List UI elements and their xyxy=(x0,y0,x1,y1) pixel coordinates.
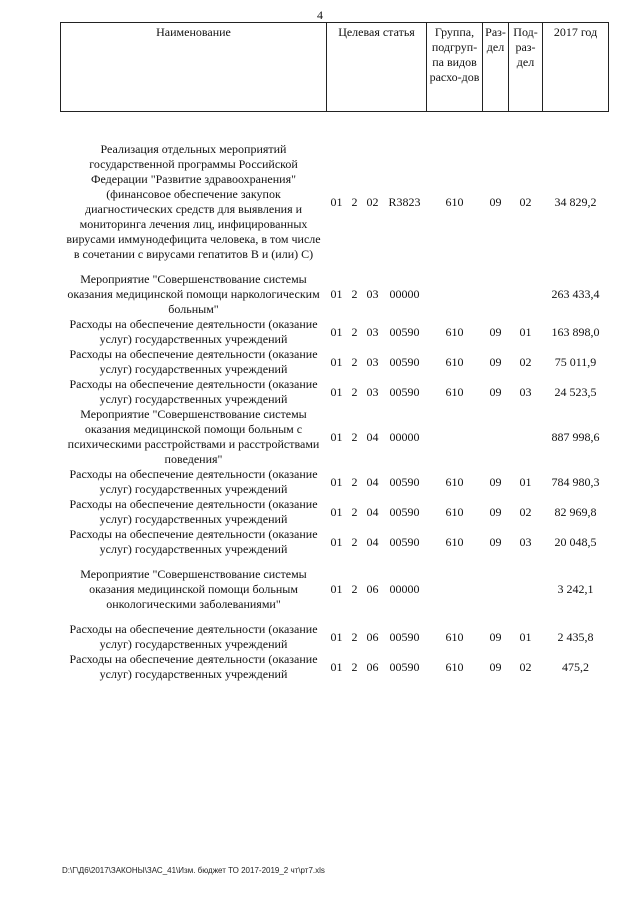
code-program: 01 xyxy=(330,324,343,339)
code-subprogram: 2 xyxy=(351,659,358,674)
spacer-cell xyxy=(61,112,609,143)
code-direction: 00590 xyxy=(389,504,420,519)
amount-2017: 887 998,6 xyxy=(551,429,600,444)
spacer-cell xyxy=(61,262,609,272)
amount-2017: 163 898,0 xyxy=(551,324,600,339)
code-program: 01 xyxy=(330,384,343,399)
code-activity: 04 xyxy=(366,534,379,549)
expense-group: 610 xyxy=(445,504,464,519)
row-name: Мероприятие "Совершенствование системы оказания медицинской помощи наркологическим больным" xyxy=(67,272,320,316)
row-name: Расходы на обеспечение деятельности (оказание услуг) государственных учреждений xyxy=(69,347,318,376)
row-spacer xyxy=(61,612,609,622)
section-code: 09 xyxy=(489,324,502,339)
code-activity: 06 xyxy=(366,629,379,644)
expense-group xyxy=(427,567,483,612)
code-activity: 04 xyxy=(366,504,379,519)
code-activity: 04 xyxy=(366,429,379,444)
code-program: 01 xyxy=(330,659,343,674)
table-row xyxy=(61,467,609,497)
code-direction: 00590 xyxy=(389,384,420,399)
subsection-code: 03 xyxy=(519,384,532,399)
expense-group: 610 xyxy=(445,194,464,209)
code-subprogram: 2 xyxy=(351,194,358,209)
row-name: Реализация отдельных мероприятий государственной программы Российской Федерации "Развитие здравоохранения" (финансовое обеспечение закупок диагностических средств для выявления и мониторинга лечения лиц, инфицированных вирусами иммунодефицита человека, в том числе в сочетании с вирусами гепатитов В и (или) С) xyxy=(66,142,321,261)
code-subprogram: 2 xyxy=(351,582,358,596)
page-number: 4 xyxy=(317,8,323,22)
row-name: Расходы на обеспечение деятельности (оказание услуг) государственных учреждений xyxy=(69,527,318,556)
code-program: 01 xyxy=(330,354,343,369)
section-code: 09 xyxy=(489,384,502,399)
expense-group xyxy=(427,407,483,467)
section-code: 09 xyxy=(489,194,502,209)
code-subprogram: 2 xyxy=(351,534,358,549)
code-subprogram: 2 xyxy=(351,354,358,369)
code-direction: 00590 xyxy=(389,474,420,489)
file-path-footer: D:\Г\Д6\2017\ЗАКОНЫ\ЗАС_41\Изм. бюджет ТО 2017-2019_2 чт\рт7.xls xyxy=(62,866,325,875)
code-subprogram: 2 xyxy=(351,629,358,644)
code-direction: 00590 xyxy=(389,629,420,644)
table-row xyxy=(61,347,609,377)
code-direction: 00000 xyxy=(389,287,420,301)
expense-group: 610 xyxy=(445,659,464,674)
code-program: 01 xyxy=(330,504,343,519)
code-direction: R3823 xyxy=(388,194,421,209)
table-row xyxy=(61,497,609,527)
expense-group: 610 xyxy=(445,324,464,339)
header-name: Наименование xyxy=(61,23,327,112)
header-expense-group: Группа, подгруп-па видов расхо-дов xyxy=(427,23,483,112)
header-target-article: Целевая статья xyxy=(327,23,427,112)
code-activity: 03 xyxy=(366,287,379,301)
amount-2017: 2 435,8 xyxy=(557,629,594,644)
section-code xyxy=(483,407,509,467)
subsection-code: 03 xyxy=(519,534,532,549)
table-row xyxy=(61,652,609,682)
code-activity: 04 xyxy=(366,474,379,489)
row-spacer xyxy=(61,557,609,567)
amount-2017: 784 980,3 xyxy=(551,474,600,489)
row-name: Расходы на обеспечение деятельности (оказание услуг) государственных учреждений xyxy=(69,497,318,526)
expense-group: 610 xyxy=(445,354,464,369)
code-activity: 06 xyxy=(366,659,379,674)
table-row xyxy=(61,377,609,407)
code-subprogram: 2 xyxy=(351,324,358,339)
code-program: 01 xyxy=(330,629,343,644)
table-row xyxy=(61,317,609,347)
code-direction: 00590 xyxy=(389,324,420,339)
code-activity: 03 xyxy=(366,384,379,399)
code-direction: 00590 xyxy=(389,659,420,674)
code-program: 01 xyxy=(330,429,343,444)
code-program: 01 xyxy=(330,534,343,549)
code-program: 01 xyxy=(330,287,343,301)
amount-2017: 20 048,5 xyxy=(554,534,597,549)
subsection-code xyxy=(509,407,543,467)
expense-group: 610 xyxy=(445,384,464,399)
code-program: 01 xyxy=(330,194,343,209)
subsection-code: 01 xyxy=(519,474,532,489)
code-subprogram: 2 xyxy=(351,287,358,301)
amount-2017: 475,2 xyxy=(562,659,590,674)
section-code: 09 xyxy=(489,354,502,369)
spacer-cell xyxy=(61,557,609,567)
expense-group xyxy=(427,272,483,317)
row-name: Расходы на обеспечение деятельности (оказание услуг) государственных учреждений xyxy=(69,622,318,651)
table-row xyxy=(61,527,609,557)
amount-2017: 263 433,4 xyxy=(551,287,600,301)
row-spacer xyxy=(61,262,609,272)
code-activity: 06 xyxy=(366,582,379,596)
code-subprogram: 2 xyxy=(351,429,358,444)
section-code: 09 xyxy=(489,629,502,644)
row-name: Расходы на обеспечение деятельности (оказание услуг) государственных учреждений xyxy=(69,652,318,681)
code-direction: 00590 xyxy=(389,354,420,369)
amount-2017: 24 523,5 xyxy=(554,384,597,399)
header-year: 2017 год xyxy=(543,23,609,112)
table-row xyxy=(61,272,609,317)
subsection-code: 02 xyxy=(519,354,532,369)
subsection-code xyxy=(509,567,543,612)
amount-2017: 75 011,9 xyxy=(554,354,597,369)
expense-group: 610 xyxy=(445,474,464,489)
section-code: 09 xyxy=(489,504,502,519)
subsection-code: 02 xyxy=(519,659,532,674)
row-name: Мероприятие "Совершенствование системы оказания медицинской помощи больным с психическими расстройствами и расстройствами поведения" xyxy=(67,407,320,466)
amount-2017: 82 969,8 xyxy=(554,504,597,519)
spacer-cell xyxy=(61,612,609,622)
subsection-code: 01 xyxy=(519,629,532,644)
subsection-code: 02 xyxy=(519,504,532,519)
code-direction: 00000 xyxy=(389,582,420,596)
amount-2017: 3 242,1 xyxy=(557,582,594,596)
table-row xyxy=(61,622,609,652)
budget-table xyxy=(60,22,609,682)
section-code xyxy=(483,567,509,612)
expense-group: 610 xyxy=(445,534,464,549)
row-name: Расходы на обеспечение деятельности (оказание услуг) государственных учреждений xyxy=(69,467,318,496)
row-name: Расходы на обеспечение деятельности (оказание услуг) государственных учреждений xyxy=(69,317,318,346)
row-name: Мероприятие "Совершенствование системы оказания медицинской помощи больным онкологическими заболеваниями" xyxy=(80,567,307,611)
subsection-code: 02 xyxy=(519,194,532,209)
section-code: 09 xyxy=(489,659,502,674)
code-direction: 00590 xyxy=(389,534,420,549)
code-program: 01 xyxy=(330,474,343,489)
amount-2017: 34 829,2 xyxy=(554,194,597,209)
table-row xyxy=(61,407,609,467)
code-subprogram: 2 xyxy=(351,504,358,519)
code-program: 01 xyxy=(330,582,343,596)
table-header-row xyxy=(61,23,609,112)
section-code: 09 xyxy=(489,474,502,489)
row-spacer xyxy=(61,112,609,143)
code-activity: 03 xyxy=(366,354,379,369)
subsection-code: 01 xyxy=(519,324,532,339)
row-name: Расходы на обеспечение деятельности (оказание услуг) государственных учреждений xyxy=(69,377,318,406)
table-row xyxy=(61,142,609,262)
code-activity: 02 xyxy=(366,194,379,209)
header-subsection: Под-раз-дел xyxy=(509,23,543,112)
expense-group: 610 xyxy=(445,629,464,644)
code-activity: 03 xyxy=(366,324,379,339)
section-code xyxy=(483,272,509,317)
subsection-code xyxy=(509,272,543,317)
code-subprogram: 2 xyxy=(351,384,358,399)
code-direction: 00000 xyxy=(389,429,420,444)
table-row xyxy=(61,567,609,612)
section-code: 09 xyxy=(489,534,502,549)
code-subprogram: 2 xyxy=(351,474,358,489)
header-section: Раз-дел xyxy=(483,23,509,112)
